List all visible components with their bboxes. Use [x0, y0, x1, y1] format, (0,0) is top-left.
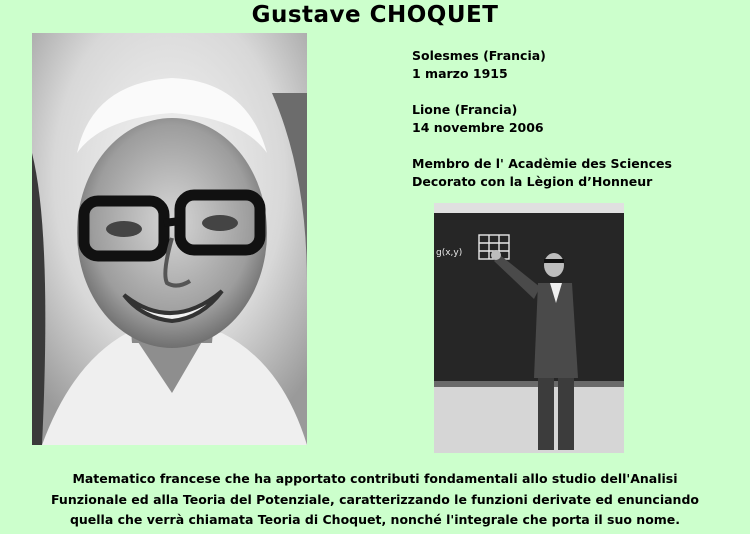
death-info: [412, 101, 672, 137]
page-title: Gustave CHOQUET: [251, 2, 499, 28]
birth-date: 1 marzo 1915: [412, 66, 508, 81]
description-caption: [0, 469, 750, 531]
honors-info: [412, 155, 672, 191]
biography-info: [412, 47, 672, 209]
honor-legion: Decorato con la Lègion d’Honneur: [412, 174, 653, 189]
blackboard-photo: [434, 203, 624, 453]
caption-line-3: quella che verrà chiamata Teoria di Choquet, nonché l'integrale che porta il suo nome.: [69, 512, 681, 527]
portrait-photo: [32, 33, 307, 445]
blackboard-text: g(x,y): [436, 248, 463, 258]
death-place: Lione (Francia): [412, 102, 518, 117]
honor-academie: Membro de l' Acadèmie des Sciences: [412, 156, 672, 171]
caption-line-2: Funzionale ed alla Teoria del Potenziale, caratterizzando le funzioni derivate ed enunciando: [51, 491, 699, 507]
caption-line-1: Matematico francese che ha apportato contributi fondamentali allo studio dell'Analisi: [72, 471, 678, 486]
birth-place: Solesmes (Francia): [412, 48, 546, 63]
death-date: 14 novembre 2006: [412, 120, 544, 135]
birth-info: [412, 47, 672, 83]
